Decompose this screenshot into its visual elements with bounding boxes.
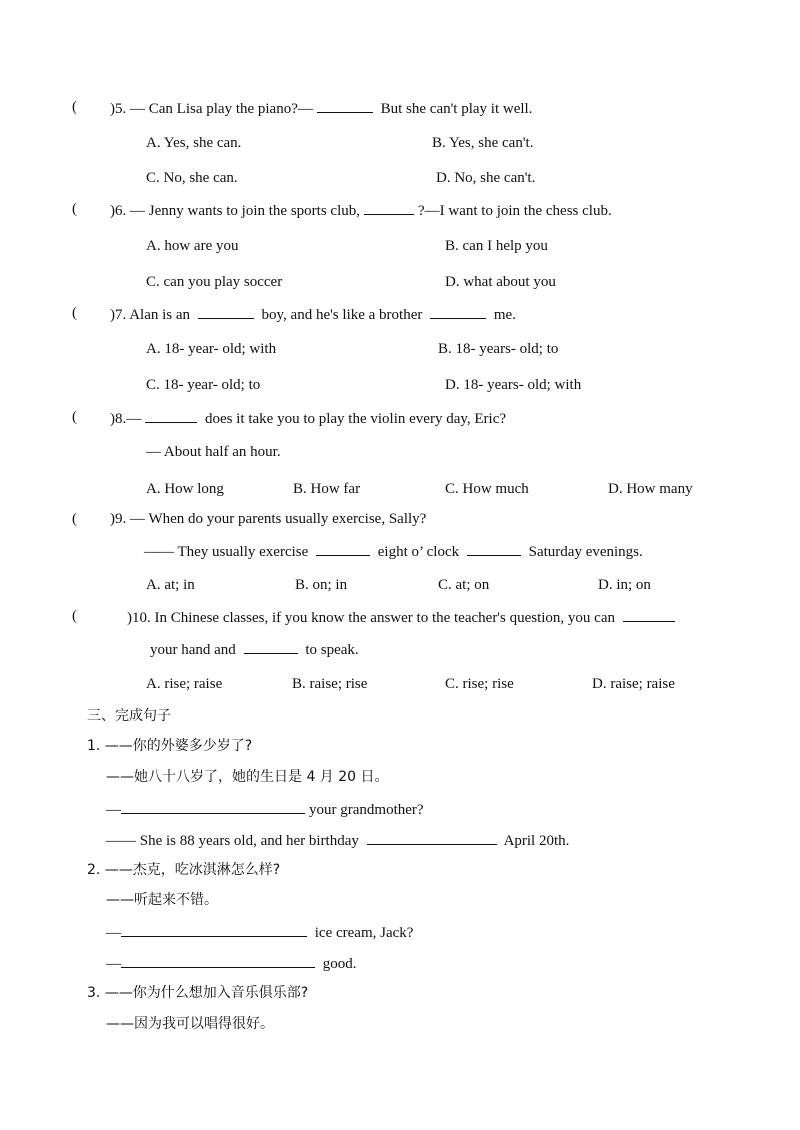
option-a: A. rise; raise	[146, 676, 223, 692]
answer-blank[interactable]	[121, 921, 307, 937]
answer-blank[interactable]	[317, 97, 373, 113]
option-c: C. How much	[445, 481, 529, 497]
answer-blank[interactable]	[367, 829, 497, 845]
option-d: D. No, she can't.	[436, 170, 536, 186]
answer-paren-8: (	[72, 409, 77, 425]
option-c: C. at; on	[438, 577, 490, 593]
question-7-stem: )7. Alan is an boy, and he's like a brother me.	[110, 303, 516, 325]
answer-blank[interactable]	[430, 303, 486, 319]
answer-blank[interactable]	[316, 540, 370, 556]
answer-blank[interactable]	[364, 199, 414, 215]
answer-blank[interactable]	[121, 798, 305, 814]
option-a: A. How long	[146, 481, 224, 497]
option-d: D. in; on	[598, 577, 651, 593]
sentence-1-en-answer: —— She is 88 years old, and her birthday April 20th.	[106, 829, 569, 851]
sentence-2-en-answer: — good.	[106, 952, 357, 974]
option-b: B. raise; rise	[292, 676, 368, 692]
option-a: A. at; in	[146, 577, 195, 593]
question-9-reply: —— They usually exercise eight o’ clock Saturday evenings.	[144, 540, 643, 562]
option-b: B. on; in	[295, 577, 348, 593]
option-b: B. 18- years- old; to	[438, 341, 559, 357]
question-8-reply: — About half an hour.	[146, 444, 281, 460]
sentence-2-cn-answer: ——听起来不错。	[106, 892, 218, 908]
option-a: A. Yes, she can.	[146, 135, 242, 151]
option-c: C. can you play soccer	[146, 274, 283, 290]
option-d: D. raise; raise	[592, 676, 675, 692]
answer-paren-6: (	[72, 201, 77, 217]
sentence-3-cn-question: 3. ——你为什么想加入音乐俱乐部?	[87, 985, 309, 1001]
sentence-1-cn-question: 1. ——你的外婆多少岁了?	[87, 738, 253, 754]
question-8-stem: )8.— does it take you to play the violin every day, Eric?	[110, 407, 506, 429]
answer-blank[interactable]	[244, 638, 298, 654]
question-10-stem-cont: your hand and to speak.	[150, 638, 359, 660]
option-a: A. how are you	[146, 238, 239, 254]
answer-paren-9: (	[72, 511, 77, 527]
sentence-2-en-question: — ice cream, Jack?	[106, 921, 413, 943]
sentence-1-cn-answer: ——她八十八岁了，她的生日是 4 月 20 日。	[106, 769, 389, 785]
option-c: C. 18- year- old; to	[146, 377, 261, 393]
answer-paren-7: (	[72, 305, 77, 321]
option-c: C. rise; rise	[445, 676, 514, 692]
option-b: B. How far	[293, 481, 361, 497]
option-d: D. what about you	[445, 274, 556, 290]
question-5-stem: )5. — Can Lisa play the piano?— But she can't play it well.	[110, 97, 532, 119]
sentence-1-en-question: — your grandmother?	[106, 798, 424, 820]
answer-blank[interactable]	[467, 540, 521, 556]
answer-blank[interactable]	[145, 407, 197, 423]
answer-blank[interactable]	[198, 303, 254, 319]
sentence-2-cn-question: 2. ——杰克，吃冰淇淋怎么样?	[87, 862, 281, 878]
answer-blank[interactable]	[623, 606, 675, 622]
answer-paren-10: (	[72, 608, 77, 624]
option-d: D. How many	[608, 481, 693, 497]
question-6-stem: )6. — Jenny wants to join the sports club, ?—I want to join the chess club.	[110, 199, 612, 221]
option-d: D. 18- years- old; with	[445, 377, 582, 393]
sentence-3-cn-answer: ——因为我可以唱得很好。	[106, 1016, 274, 1032]
option-a: A. 18- year- old; with	[146, 341, 277, 357]
answer-blank[interactable]	[121, 952, 315, 968]
answer-paren-5: (	[72, 99, 77, 115]
question-9-stem: )9. — When do your parents usually exercise, Sally?	[110, 511, 427, 527]
question-10-stem: )10. In Chinese classes, if you know the answer to the teacher's question, you can	[127, 606, 679, 628]
option-c: C. No, she can.	[146, 170, 238, 186]
option-b: B. Yes, she can't.	[432, 135, 534, 151]
section-title: 三、完成句子	[87, 708, 171, 724]
option-b: B. can I help you	[445, 238, 548, 254]
